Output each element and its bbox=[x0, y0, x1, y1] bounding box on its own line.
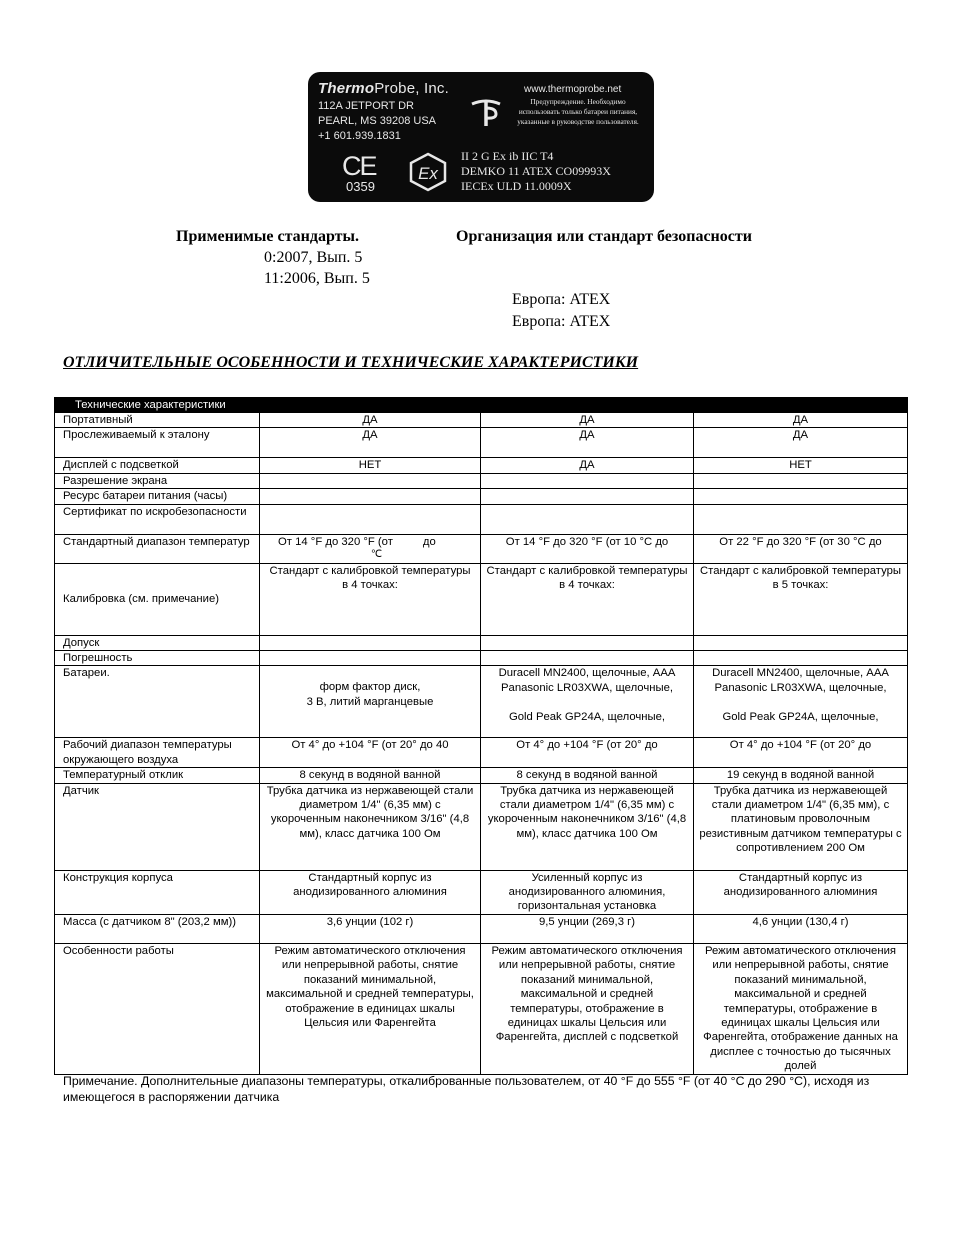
svg-text:Ex: Ex bbox=[418, 164, 438, 183]
table-row bbox=[55, 428, 908, 458]
cell-value bbox=[481, 473, 694, 488]
table-row bbox=[55, 635, 908, 650]
row-label: Допуск bbox=[55, 635, 260, 650]
cell-value bbox=[260, 489, 481, 504]
table-row bbox=[55, 738, 908, 768]
row-label: Температурный отклик bbox=[55, 768, 260, 783]
cell-value: 9,5 унции (269,3 г) bbox=[481, 914, 694, 943]
product-label bbox=[308, 72, 654, 202]
cell-value: ДА bbox=[481, 428, 694, 458]
cell-value: Duracell MN2400, щелочные, AAA Panasonic LR03XWA, щелочные, Gold Peak GP24A, щелочные, bbox=[481, 666, 694, 738]
certification-line: IECEx ULD 11.0009X bbox=[461, 179, 572, 193]
cell-value bbox=[260, 534, 481, 563]
cell-value bbox=[260, 635, 481, 650]
row-label: Особенности работы bbox=[55, 943, 260, 1074]
table-row bbox=[55, 783, 908, 870]
cell-value bbox=[260, 473, 481, 488]
table-row bbox=[55, 458, 908, 473]
cell-value-part: От 14 °F до 320 °F (от bbox=[278, 535, 393, 548]
table-row bbox=[55, 768, 908, 783]
cell-value: Усиленный корпус из анодизированного алюминия, горизонтальная установка bbox=[481, 870, 694, 914]
cell-value bbox=[481, 504, 694, 534]
cell-value bbox=[694, 504, 908, 534]
table-row bbox=[55, 666, 908, 738]
cell-value: 19 секунд в водяной ванной bbox=[694, 768, 908, 783]
cell-value: ДА bbox=[694, 413, 908, 428]
cell-value-part: ℃ bbox=[370, 549, 383, 561]
section-title: ОТЛИЧИТЕЛЬНЫЕ ОСОБЕННОСТИ И ТЕХНИЧЕСКИЕ ХАРАКТЕРИСТИКИ bbox=[63, 354, 639, 371]
cell-value bbox=[694, 651, 908, 666]
certification-line: II 2 G Ex ib IIC T4 bbox=[461, 149, 554, 163]
standard-item: 0:2007, Вып. 5 bbox=[264, 249, 363, 266]
ce-number: 0359 bbox=[346, 179, 375, 194]
cell-value: Duracell MN2400, щелочные, AAA Panasonic LR03XWA, щелочные, Gold Peak GP24A, щелочные, bbox=[694, 666, 908, 738]
cell-value bbox=[260, 504, 481, 534]
cell-value: 3,6 унции (102 г) bbox=[260, 914, 481, 943]
table-row bbox=[55, 413, 908, 428]
table-row bbox=[55, 504, 908, 534]
standards-heading: Применимые стандарты. bbox=[176, 228, 359, 245]
cell-value: Стандартный корпус из анодизированного алюминия bbox=[260, 870, 481, 914]
address-line: +1 601.939.1831 bbox=[318, 130, 401, 142]
row-label: Погрешность bbox=[55, 651, 260, 666]
cell-value: От 14 °F до 320 °F (от 10 °C до bbox=[481, 534, 694, 563]
cell-value: Трубка датчика из нержавеющей стали диаметром 1/4" (6,35 мм), с платиновым проволочным резистивным датчиком температуры с сопротивлением 200 Ом bbox=[694, 783, 908, 870]
battery-warning: Предупреждение. Необходимо использовать только батареи питания, указанные в руководстве пользователя. bbox=[517, 97, 639, 126]
brand-name: ThermoProbe, Inc. bbox=[318, 80, 449, 97]
cell-value: НЕТ bbox=[694, 458, 908, 473]
row-label: Рабочий диапазон температуры окружающего воздуха bbox=[55, 738, 260, 768]
table-row bbox=[55, 651, 908, 666]
cell-value: Трубка датчика из нержавеющей стали диаметром 1/4" (6,35 мм) с укороченным наконечником 3/16" (4,8 мм), класс датчика 100 Ом bbox=[481, 783, 694, 870]
standard-item: 11:2006, Вып. 5 bbox=[264, 270, 370, 287]
cell-value: Стандарт с калибровкой температуры в 5 точках: bbox=[694, 563, 908, 635]
cell-value: ДА bbox=[694, 428, 908, 458]
organization-item: Европа: ATEX bbox=[512, 313, 611, 330]
cell-value bbox=[260, 651, 481, 666]
certification-list bbox=[461, 149, 611, 194]
cell-value: От 4° до +104 °F (от 20° до bbox=[694, 738, 908, 768]
table-row bbox=[55, 870, 908, 914]
organization-item: Европа: ATEX bbox=[512, 291, 611, 308]
table-row bbox=[55, 943, 908, 1074]
company-address bbox=[318, 99, 436, 144]
cell-value: форм фактор диск, 3 В, литий марганцевые bbox=[260, 666, 481, 738]
cell-value-part: до bbox=[422, 535, 436, 548]
cell-value: ДА bbox=[260, 428, 481, 458]
ex-hexagon-icon bbox=[408, 152, 448, 192]
table-header: Технические характеристики bbox=[55, 398, 908, 413]
row-label: Стандартный диапазон температур bbox=[55, 534, 260, 563]
row-label: Разрешение экрана bbox=[55, 473, 260, 488]
table-row bbox=[55, 534, 908, 563]
row-label: Дисплей с подсветкой bbox=[55, 458, 260, 473]
cell-value: 8 секунд в водяной ванной bbox=[260, 768, 481, 783]
table-row bbox=[55, 489, 908, 504]
cell-value: Стандарт с калибровкой температуры в 4 точках: bbox=[260, 563, 481, 635]
specifications-table bbox=[54, 397, 908, 1075]
thermoprobe-logo-icon bbox=[468, 96, 504, 130]
row-label: Портативный bbox=[55, 413, 260, 428]
cell-value: От 4° до +104 °F (от 20° до 40 bbox=[260, 738, 481, 768]
row-label: Ресурс батареи питания (часы) bbox=[55, 489, 260, 504]
cell-value: ДА bbox=[260, 413, 481, 428]
table-row bbox=[55, 473, 908, 488]
cell-value bbox=[481, 635, 694, 650]
cell-value: От 22 °F до 320 °F (от 30 °C до bbox=[694, 534, 908, 563]
address-line: PEARL, MS 39208 USA bbox=[318, 115, 437, 127]
cell-value: Режим автоматического отключения или непрерывной работы, снятие показаний минимальной, максимальной и средней температуры, отображение в единицах шкалы Цельсия или Фаренгейта, дисплей с подсветкой bbox=[481, 943, 694, 1074]
cell-value: Режим автоматического отключения или непрерывной работы, снятие показаний минимальной, максимальной и средней температуры, отображение в единицах шкалы Цельсия или Фаренгейта bbox=[260, 943, 481, 1074]
website: www.thermoprobe.net bbox=[524, 84, 622, 95]
cell-value: От 4° до +104 °F (от 20° до bbox=[481, 738, 694, 768]
cell-value bbox=[694, 635, 908, 650]
cell-value: ДА bbox=[481, 413, 694, 428]
row-label: Сертификат по искробезопасности bbox=[55, 504, 260, 534]
cell-value bbox=[694, 473, 908, 488]
row-label: Батареи. bbox=[55, 666, 260, 738]
cell-value: 4,6 унции (130,4 г) bbox=[694, 914, 908, 943]
cell-value: ДА bbox=[481, 458, 694, 473]
table-row bbox=[55, 563, 908, 635]
row-label: Масса (с датчиком 8" (203,2 мм)) bbox=[55, 914, 260, 943]
row-label: Датчик bbox=[55, 783, 260, 870]
cell-value: Стандартный корпус из анодизированного алюминия bbox=[694, 870, 908, 914]
row-label: Конструкция корпуса bbox=[55, 870, 260, 914]
organization-heading: Организация или стандарт безопасности bbox=[456, 228, 752, 245]
row-label: Калибровка (см. примечание) bbox=[55, 563, 260, 635]
table-header-row bbox=[55, 398, 908, 413]
address-line: 112A JETPORT DR bbox=[318, 100, 414, 112]
row-label: Прослеживаемый к эталону bbox=[55, 428, 260, 458]
table-row bbox=[55, 914, 908, 943]
cell-value: Трубка датчика из нержавеющей стали диаметром 1/4" (6,35 мм) с укороченным наконечником 3/16" (4,8 мм), класс датчика 100 Ом bbox=[260, 783, 481, 870]
cell-value bbox=[694, 489, 908, 504]
cell-value bbox=[481, 651, 694, 666]
ce-mark: CE bbox=[342, 151, 376, 181]
cell-value bbox=[481, 489, 694, 504]
cell-value: НЕТ bbox=[260, 458, 481, 473]
certification-line: DEMKO 11 ATEX CO09993X bbox=[461, 164, 611, 178]
cell-value: 8 секунд в водяной ванной bbox=[481, 768, 694, 783]
cell-value: Стандарт с калибровкой температуры в 4 точках: bbox=[481, 563, 694, 635]
cell-value: Режим автоматического отключения или непрерывной работы, снятие показаний минимальной, максимальной и средней температуры, отображение в единицах шкалы Цельсия или Фаренгейта, отображение данных на дисплее с точностью до тысячных долей bbox=[694, 943, 908, 1074]
table-footnote: Примечание. Дополнительные диапазоны температуры, откалиброванные пользователем, от 40 °F до 555 °F (от 40 °C до 290 °C), исходя из имеющегося в распоряжении датчика bbox=[63, 1074, 870, 1104]
